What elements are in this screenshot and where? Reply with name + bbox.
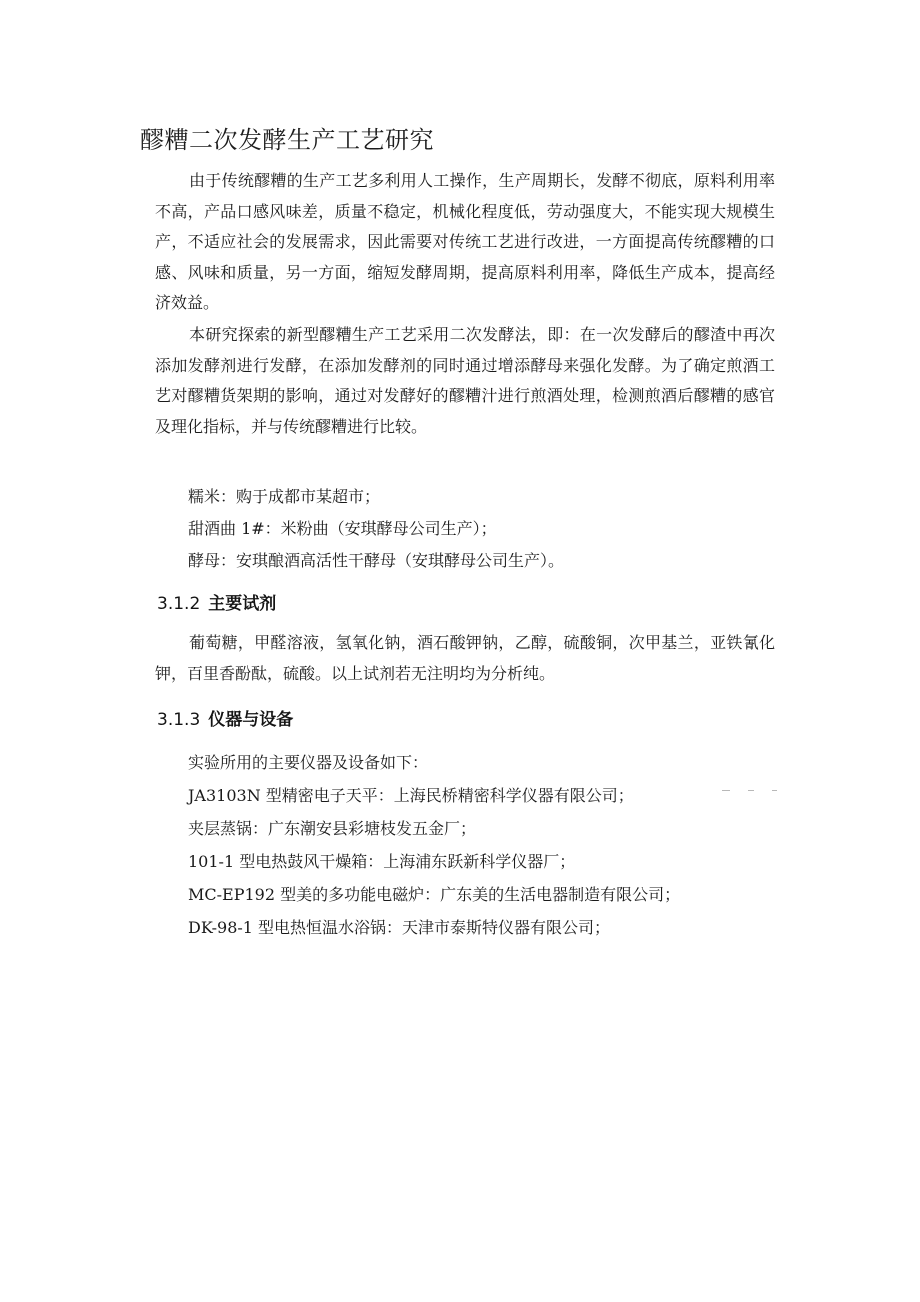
section-heading-text: 仪器与设备 (208, 710, 294, 730)
reagents-paragraph: 葡萄糖，甲醛溶液，氢氧化钠，酒石酸钾钠，乙醇，硫酸铜，次甲基兰，亚铁氰化钾，百里香酚酞，硫酸。以上试剂若无注明均为分析纯。 (155, 633, 775, 683)
equipment-item-waterbath: DK-98-1 型电热恒温水浴锅：天津市泰斯特仪器有限公司； (188, 918, 611, 937)
scan-speck (772, 790, 777, 791)
material-item-koji: 甜酒曲 1#：米粉曲（安琪酵母公司生产）； (188, 519, 497, 538)
scan-speck (722, 790, 730, 791)
intro-paragraph-1: 由于传统醪糟的生产工艺多利用人工操作，生产周期长，发酵不彻底，原料利用率不高，产品口感风味差，质量不稳定，机械化程度低，劳动强度大，不能实现大规模生产，不适应社会的发展需求，因此需要对传统工艺进行改进，一方面提高传统醪糟的口感、风味和质量，另一方面，缩短发酵周期，提高原料利用率，降低生产成本，提高经济效益。 (155, 171, 775, 312)
equipment-item-cooker: MC-EP192 型美的多功能电磁炉：广东美的生活电器制造有限公司； (188, 885, 681, 904)
equipment-item-steamer: 夹层蒸锅：广东潮安县彩塘枝发五金厂； (188, 819, 477, 838)
material-item-yeast: 酵母：安琪酿酒高活性干酵母（安琪酵母公司生产）。 (188, 551, 565, 570)
equipment-intro: 实验所用的主要仪器及设备如下： (188, 753, 429, 772)
section-number: 3.1.2 (157, 594, 201, 614)
equipment-item-balance: JA3103N 型精密电子天平：上海民桥精密科学仪器有限公司； (188, 786, 634, 805)
scan-speck (748, 790, 754, 791)
material-item-rice: 糯米：购于成都市某超市； (188, 487, 381, 506)
equipment-item-oven: 101-1 型电热鼓风干燥箱：上海浦东跃新科学仪器厂； (188, 852, 576, 871)
intro-paragraph-2: 本研究探索的新型醪糟生产工艺采用二次发酵法，即：在一次发酵后的醪渣中再次添加发酵剂进行发酵，在添加发酵剂的同时通过增添酵母来强化发酵。为了确定煎酒工艺对醪糟货架期的影响，通过对发酵好的醪糟汁进行煎酒处理，检测煎酒后醪糟的感官及理化指标，并与传统醪糟进行比较。 (155, 325, 775, 436)
section-heading-equipment (157, 708, 293, 732)
document-title: 醪糟二次发酵生产工艺研究 (140, 126, 434, 154)
section-heading-text: 主要试剂 (208, 594, 277, 614)
section-heading-reagents (157, 592, 276, 616)
section-number: 3.1.3 (157, 710, 201, 730)
